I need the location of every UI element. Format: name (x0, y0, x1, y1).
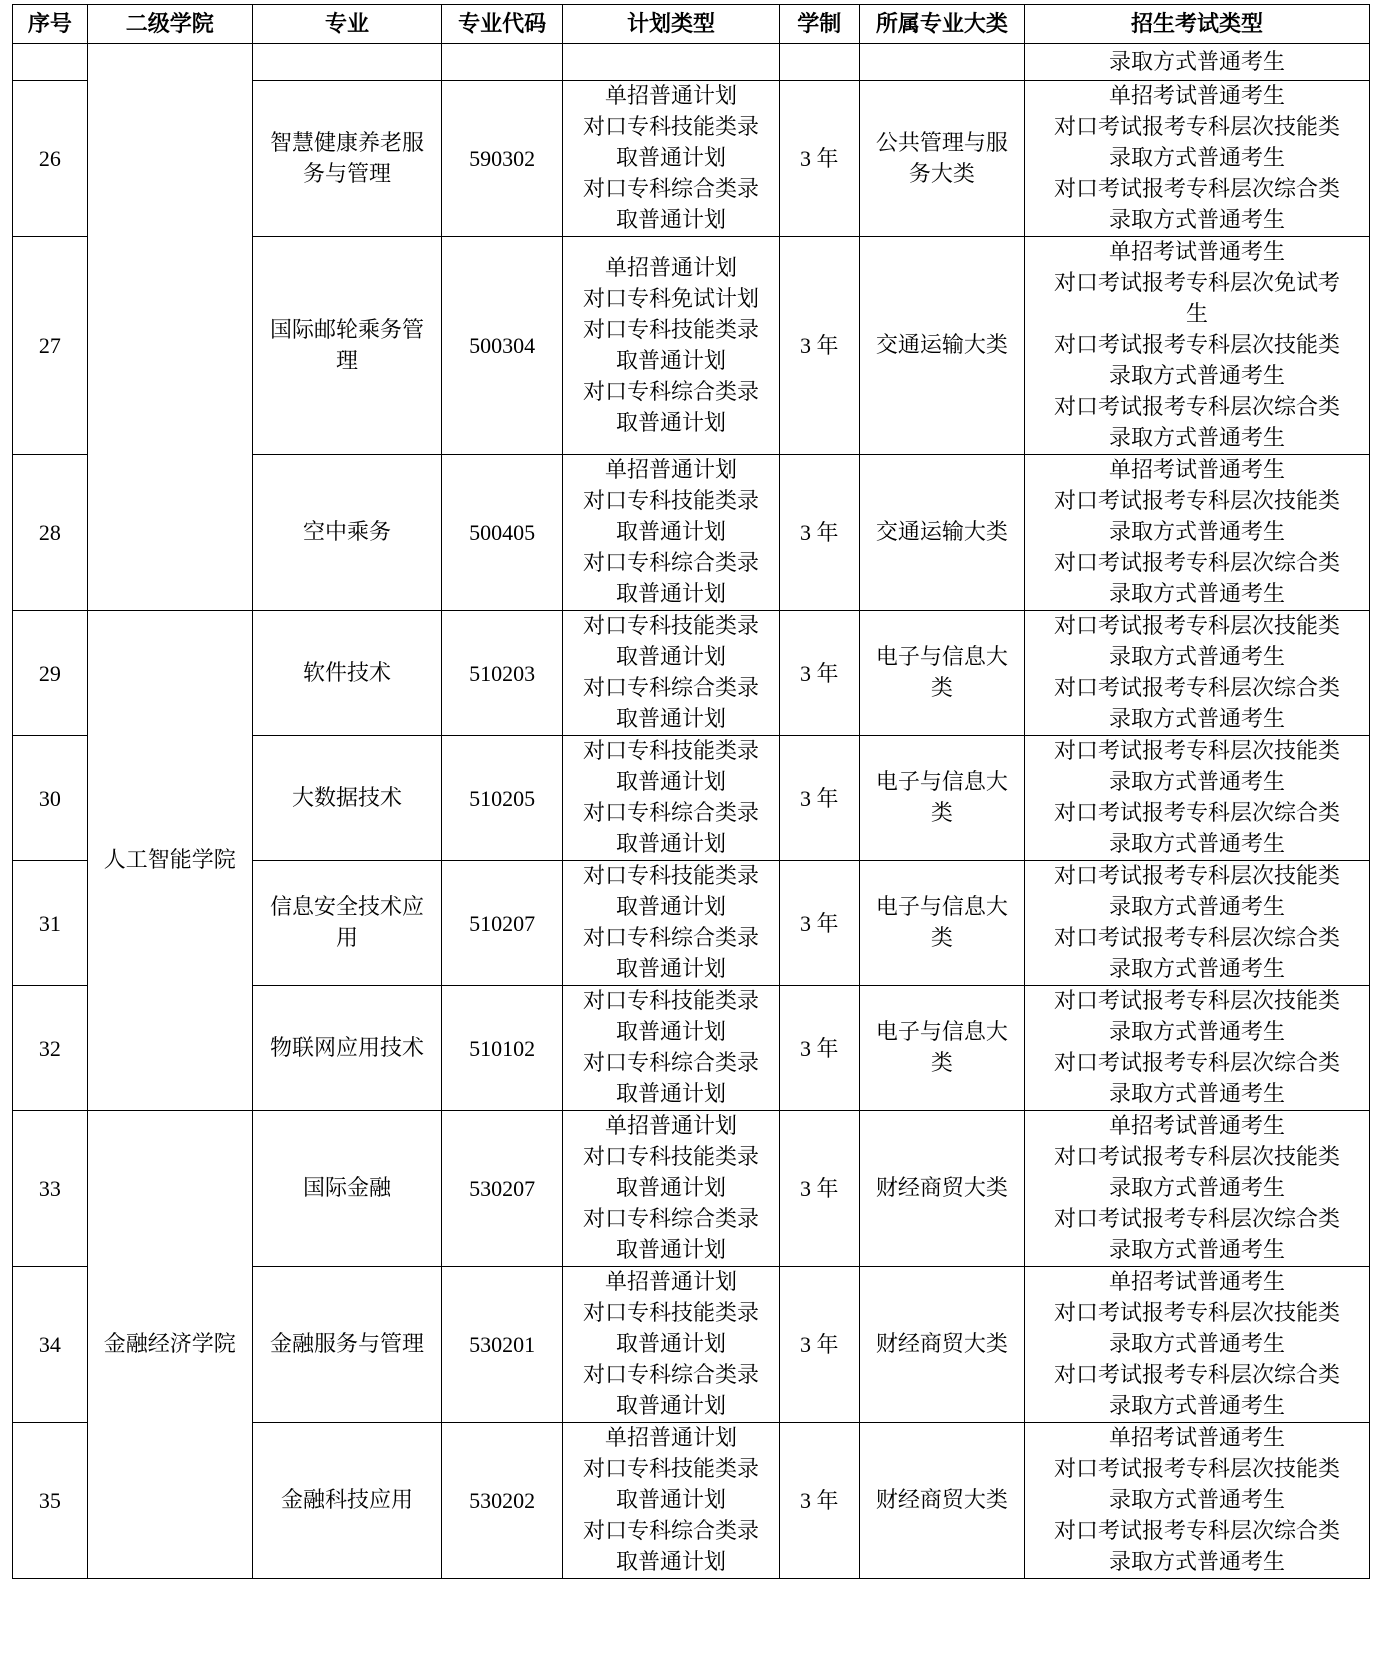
text-line: 单招普通计划 (604, 1114, 737, 1139)
text-line: 对口考试报考专科层次综合类 (1053, 801, 1340, 826)
text-line: 取普通计划 (615, 832, 726, 857)
text-line: 取普通计划 (615, 520, 726, 545)
text-line: 录取方式普通考生 (1108, 1550, 1285, 1575)
years-cell: 3 年 (779, 1423, 859, 1579)
code-cell: 510207 (442, 861, 563, 986)
text-line: 单招考试普通考生 (1108, 1270, 1285, 1295)
text-line: 录取方式普通考生 (1108, 1488, 1285, 1513)
plan-cell (563, 736, 780, 861)
text-line: 取普通计划 (615, 1488, 726, 1513)
text-line: 对口专科技能类录 (582, 115, 759, 140)
text-line: 对口考试报考专科层次技能类 (1053, 1301, 1340, 1326)
text-line: 录取方式普通考生 (1108, 1238, 1285, 1263)
college-name: 金融经济学院 (103, 1332, 236, 1357)
text-line: 取普通计划 (615, 1394, 726, 1419)
text-line: 智慧健康养老服 (269, 130, 424, 156)
text-line: 取普通计划 (615, 410, 726, 436)
plan-cell (563, 861, 780, 986)
text-line: 用 (335, 926, 358, 951)
text-line: 录取方式普通考生 (1108, 1394, 1285, 1419)
years-cell: 3 年 (779, 611, 859, 736)
text-line: 电子与信息大 (875, 1020, 1008, 1045)
text-line: 理 (335, 348, 358, 374)
exam-cell (1024, 81, 1369, 237)
text-line: 对口专科综合类录 (582, 379, 759, 405)
code-cell: 510102 (442, 986, 563, 1111)
code-cell: 530201 (442, 1267, 563, 1423)
serial-cell (13, 44, 88, 81)
text-line: 单招普通计划 (604, 84, 737, 109)
text-line: 对口考试报考专科层次综合类 (1053, 551, 1340, 576)
text-line: 对口考试报考专科层次综合类 (1053, 1363, 1340, 1388)
code-cell (442, 44, 563, 81)
text-line: 录取方式普通考生 (1108, 426, 1285, 451)
category-cell (859, 44, 1024, 81)
text-line: 对口考试报考专科层次技能类 (1053, 614, 1340, 639)
text-line: 取普通计划 (615, 957, 726, 982)
code-cell: 590302 (442, 81, 563, 237)
text-line: 对口考试报考专科层次综合类 (1053, 395, 1340, 420)
text-line: 交通运输大类 (875, 520, 1008, 545)
text-line: 取普通计划 (615, 1238, 726, 1263)
header-cell: 专业代码 (442, 5, 563, 44)
text-line: 录取方式普通考生 (1108, 582, 1285, 607)
text-line: 空中乘务 (302, 520, 391, 545)
text-line: 国际金融 (302, 1176, 391, 1201)
text-line: 录取方式普通考生 (1108, 895, 1285, 920)
major-cell (252, 1267, 441, 1423)
serial-cell: 31 (13, 861, 88, 986)
plan-cell (563, 1423, 780, 1579)
text-line: 录取方式普通考生 (1108, 208, 1285, 233)
text-line: 录取方式普通考生 (1108, 146, 1285, 171)
code-cell: 530202 (442, 1423, 563, 1579)
text-line: 录取方式普通考生 (1108, 645, 1285, 670)
text-line: 电子与信息大 (875, 770, 1008, 795)
serial-cell: 30 (13, 736, 88, 861)
text-line: 电子与信息大 (875, 645, 1008, 670)
table-row (13, 1111, 1370, 1267)
text-line: 财经商贸大类 (875, 1488, 1008, 1513)
text-line: 对口考试报考专科层次技能类 (1053, 489, 1340, 514)
text-line: 录取方式普通考生 (1108, 1176, 1285, 1201)
years-cell: 3 年 (779, 861, 859, 986)
text-line: 类 (930, 926, 953, 951)
exam-cell (1024, 986, 1369, 1111)
exam-cell (1024, 1111, 1369, 1267)
text-line: 对口专科综合类录 (582, 801, 759, 826)
serial-cell: 35 (13, 1423, 88, 1579)
text-line: 对口专科技能类录 (582, 739, 759, 764)
text-line: 财经商贸大类 (875, 1176, 1008, 1201)
college-cell (87, 44, 252, 611)
text-line: 类 (930, 801, 953, 826)
college-cell (87, 611, 252, 1111)
exam-cell (1024, 861, 1369, 986)
text-line: 取普通计划 (615, 1550, 726, 1575)
text-line: 录取方式普通考生 (1108, 49, 1285, 75)
header-cell: 招生考试类型 (1024, 5, 1369, 44)
text-line: 对口专科综合类录 (582, 926, 759, 951)
text-line: 录取方式普通考生 (1108, 1332, 1285, 1357)
major-cell (252, 455, 441, 611)
code-cell: 510203 (442, 611, 563, 736)
text-line: 对口专科技能类录 (582, 614, 759, 639)
table-row (13, 611, 1370, 736)
text-line: 公共管理与服 (875, 130, 1008, 156)
header-cell: 序号 (13, 5, 88, 44)
text-line: 取普通计划 (615, 770, 726, 795)
text-line: 单招考试普通考生 (1108, 1114, 1285, 1139)
text-line: 取普通计划 (615, 208, 726, 233)
category-cell (859, 1111, 1024, 1267)
major-cell (252, 1111, 441, 1267)
text-line: 取普通计划 (615, 1332, 726, 1357)
text-line: 录取方式普通考生 (1108, 1082, 1285, 1107)
text-line: 取普通计划 (615, 582, 726, 607)
text-line: 取普通计划 (615, 895, 726, 920)
serial-cell: 27 (13, 237, 88, 455)
years-cell: 3 年 (779, 736, 859, 861)
text-line: 对口考试报考专科层次技能类 (1053, 1457, 1340, 1482)
years-cell: 3 年 (779, 986, 859, 1111)
exam-cell (1024, 1423, 1369, 1579)
text-line: 取普通计划 (615, 1020, 726, 1045)
text-line: 金融科技应用 (280, 1488, 413, 1513)
years-cell: 3 年 (779, 1111, 859, 1267)
serial-cell: 34 (13, 1267, 88, 1423)
header-cell: 专业 (252, 5, 441, 44)
serial-cell: 29 (13, 611, 88, 736)
text-line: 对口考试报考专科层次技能类 (1053, 1145, 1340, 1170)
text-line: 录取方式普通考生 (1108, 957, 1285, 982)
category-cell (859, 1267, 1024, 1423)
major-cell (252, 986, 441, 1111)
text-line: 单招考试普通考生 (1108, 1426, 1285, 1451)
plan-cell (563, 1111, 780, 1267)
text-line: 对口专科综合类录 (582, 676, 759, 701)
text-line: 对口专科技能类录 (582, 864, 759, 889)
category-cell (859, 237, 1024, 455)
exam-cell (1024, 1267, 1369, 1423)
category-cell (859, 736, 1024, 861)
code-cell: 530207 (442, 1111, 563, 1267)
text-line: 取普通计划 (615, 707, 726, 732)
serial-cell: 26 (13, 81, 88, 237)
text-line: 对口专科综合类录 (582, 1207, 759, 1232)
text-line: 对口专科综合类录 (582, 177, 759, 202)
text-line: 单招考试普通考生 (1108, 84, 1285, 109)
text-line: 单招考试普通考生 (1108, 240, 1285, 265)
plan-cell (563, 81, 780, 237)
header-cell: 二级学院 (87, 5, 252, 44)
code-cell: 510205 (442, 736, 563, 861)
header-cell: 学制 (779, 5, 859, 44)
enrollment-table (12, 4, 1370, 1579)
text-line: 取普通计划 (615, 146, 726, 171)
text-line: 单招普通计划 (604, 458, 737, 483)
text-line: 务大类 (908, 161, 975, 187)
text-line: 对口考试报考专科层次免试考 (1053, 271, 1340, 296)
text-line: 对口专科技能类录 (582, 1145, 759, 1170)
college-cell (87, 1111, 252, 1579)
category-cell (859, 455, 1024, 611)
exam-cell (1024, 736, 1369, 861)
text-line: 大数据技术 (291, 785, 402, 811)
category-cell (859, 1423, 1024, 1579)
category-cell (859, 611, 1024, 736)
years-cell (779, 44, 859, 81)
text-line: 对口专科技能类录 (582, 989, 759, 1014)
header-row (13, 5, 1370, 44)
code-cell: 500304 (442, 237, 563, 455)
major-cell (252, 611, 441, 736)
exam-cell (1024, 455, 1369, 611)
exam-cell (1024, 611, 1369, 736)
text-line: 单招普通计划 (604, 255, 737, 281)
text-line: 对口考试报考专科层次综合类 (1053, 177, 1340, 202)
text-line: 电子与信息大 (875, 895, 1008, 920)
text-line: 类 (930, 1051, 953, 1076)
text-line: 单招考试普通考生 (1108, 458, 1285, 483)
major-cell (252, 861, 441, 986)
plan-cell (563, 986, 780, 1111)
text-line: 对口考试报考专科层次综合类 (1053, 1207, 1340, 1232)
text-line: 国际邮轮乘务管 (269, 317, 424, 343)
serial-cell: 33 (13, 1111, 88, 1267)
text-line: 务与管理 (302, 161, 391, 187)
text-line: 取普通计划 (615, 1176, 726, 1201)
plan-cell (563, 455, 780, 611)
serial-cell: 32 (13, 986, 88, 1111)
header-cell: 所属专业大类 (859, 5, 1024, 44)
text-line: 录取方式普通考生 (1108, 770, 1285, 795)
text-line: 对口考试报考专科层次综合类 (1053, 1051, 1340, 1076)
text-line: 对口专科技能类录 (582, 489, 759, 514)
exam-cell (1024, 237, 1369, 455)
text-line: 对口考试报考专科层次综合类 (1053, 926, 1340, 951)
text-line: 对口专科技能类录 (582, 1301, 759, 1326)
text-line: 金融服务与管理 (269, 1332, 424, 1357)
category-cell (859, 861, 1024, 986)
major-cell (252, 81, 441, 237)
plan-cell (563, 611, 780, 736)
plan-cell (563, 44, 780, 81)
text-line: 对口考试报考专科层次综合类 (1053, 676, 1340, 701)
header-cell: 计划类型 (563, 5, 780, 44)
college-name: 人工智能学院 (103, 848, 236, 873)
continuation-row (13, 44, 1370, 81)
years-cell: 3 年 (779, 81, 859, 237)
text-line: 录取方式普通考生 (1108, 1020, 1285, 1045)
text-line: 对口考试报考专科层次技能类 (1053, 333, 1340, 358)
text-line: 软件技术 (302, 660, 391, 686)
text-line: 生 (1185, 302, 1208, 327)
text-line: 对口考试报考专科层次综合类 (1053, 1519, 1340, 1544)
major-cell (252, 1423, 441, 1579)
text-line: 对口考试报考专科层次技能类 (1053, 115, 1340, 140)
text-line: 对口专科综合类录 (582, 1363, 759, 1388)
text-line: 对口专科免试计划 (582, 286, 759, 312)
text-line: 录取方式普通考生 (1108, 364, 1285, 389)
text-line: 取普通计划 (615, 1082, 726, 1107)
text-line: 单招普通计划 (604, 1426, 737, 1451)
major-cell (252, 237, 441, 455)
years-cell: 3 年 (779, 1267, 859, 1423)
code-cell: 500405 (442, 455, 563, 611)
exam-cell (1024, 44, 1369, 81)
text-line: 取普通计划 (615, 348, 726, 374)
text-line: 录取方式普通考生 (1108, 832, 1285, 857)
serial-cell: 28 (13, 455, 88, 611)
plan-cell (563, 237, 780, 455)
text-line: 单招普通计划 (604, 1270, 737, 1295)
text-line: 对口专科综合类录 (582, 1051, 759, 1076)
text-line: 物联网应用技术 (269, 1035, 424, 1061)
text-line: 类 (930, 676, 953, 701)
text-line: 对口专科技能类录 (582, 1457, 759, 1482)
plan-cell (563, 1267, 780, 1423)
text-line: 交通运输大类 (875, 333, 1008, 358)
text-line: 对口专科综合类录 (582, 1519, 759, 1544)
category-cell (859, 81, 1024, 237)
text-line: 信息安全技术应 (269, 895, 424, 920)
text-line: 录取方式普通考生 (1108, 520, 1285, 545)
text-line: 对口专科综合类录 (582, 551, 759, 576)
major-cell (252, 44, 441, 81)
text-line: 对口考试报考专科层次技能类 (1053, 989, 1340, 1014)
text-line: 对口考试报考专科层次技能类 (1053, 739, 1340, 764)
text-line: 录取方式普通考生 (1108, 707, 1285, 732)
text-line: 对口考试报考专科层次技能类 (1053, 864, 1340, 889)
years-cell: 3 年 (779, 237, 859, 455)
text-line: 取普通计划 (615, 645, 726, 670)
text-line: 对口专科技能类录 (582, 317, 759, 343)
major-cell (252, 736, 441, 861)
years-cell: 3 年 (779, 455, 859, 611)
category-cell (859, 986, 1024, 1111)
text-line: 财经商贸大类 (875, 1332, 1008, 1357)
